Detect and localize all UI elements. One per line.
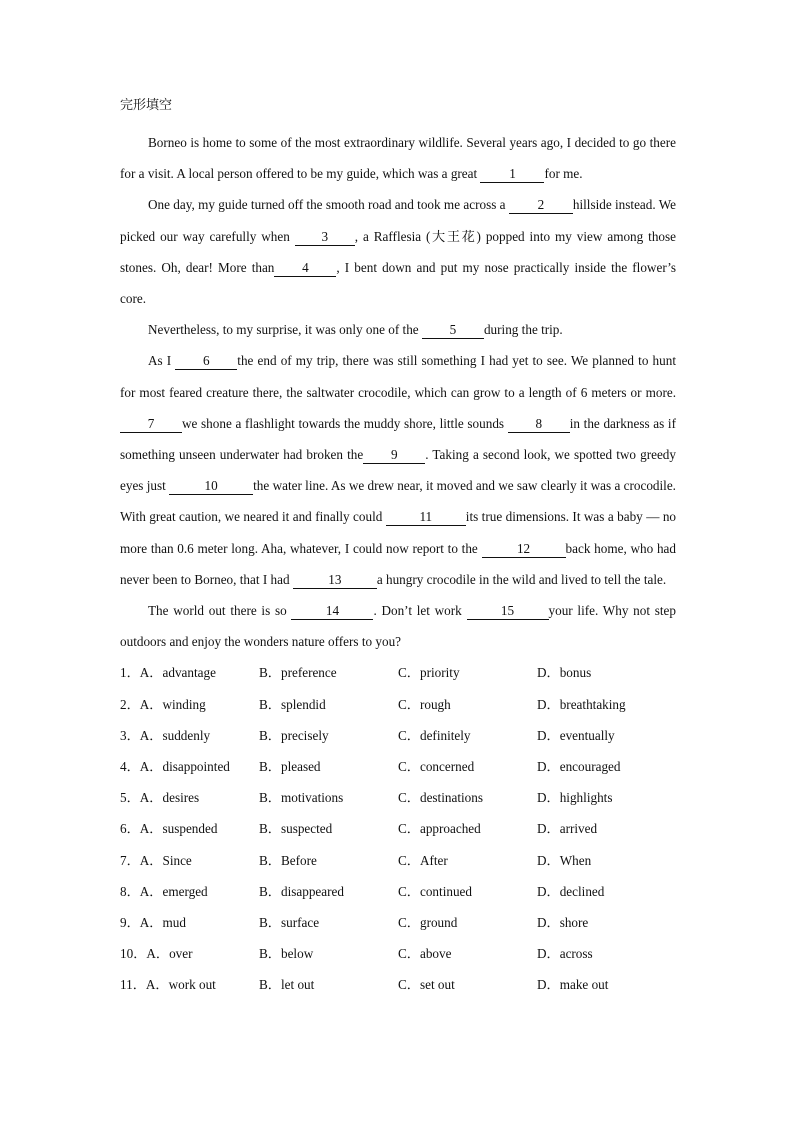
- option-d: D．encouraged: [537, 759, 621, 775]
- option-b: B．let out: [259, 977, 315, 993]
- passage-text: its true dimensions. It was a baby — no more than 0.6 meter long. Aha, whatever, I could now report to the: [120, 509, 677, 556]
- passage-text: , a Rafflesia (大王花) popped into my view among those stones. Oh, dear! More than: [120, 228, 676, 275]
- option-c: C．concerned: [398, 759, 475, 775]
- cloze-document: [120, 96, 676, 1001]
- option-row-11: [120, 969, 676, 1000]
- option-d: D．eventually: [537, 727, 615, 743]
- passage-text: . Don’t let work: [373, 603, 467, 619]
- option-b: B．suspected: [259, 821, 333, 837]
- passage-text: back home, who had never been to Borneo, that I had: [120, 540, 676, 587]
- blank-5: 5: [422, 322, 484, 339]
- option-a: 6．A．suspended: [120, 821, 218, 837]
- passage-text: in the darkness as if something unseen underwater had broken the: [120, 415, 676, 463]
- option-row-3: [120, 720, 676, 751]
- passage-text: The world out there is so: [148, 603, 292, 619]
- option-b: B．disappeared: [259, 883, 344, 899]
- option-c: C．priority: [398, 665, 460, 681]
- option-c: C．set out: [398, 977, 455, 993]
- option-d: D．make out: [537, 977, 609, 993]
- option-c: C．approached: [398, 821, 481, 837]
- option-d: D．across: [537, 946, 593, 962]
- option-d: D．shore: [537, 914, 589, 930]
- passage-text: One day, my guide turned off the smooth road and took me across a: [148, 197, 509, 213]
- blank-7: 7: [120, 416, 182, 433]
- blank-15: 15: [467, 603, 549, 620]
- blank-14: 14: [291, 603, 373, 620]
- option-a: 1．A．advantage: [120, 665, 216, 681]
- passage-text: for me.: [544, 166, 583, 182]
- option-a: 7．A．Since: [120, 852, 192, 868]
- option-row-1: [120, 657, 676, 688]
- option-b: B．surface: [259, 914, 320, 930]
- option-d: D．arrived: [537, 821, 598, 837]
- blank-12: 12: [482, 541, 566, 558]
- option-c: C．destinations: [398, 790, 483, 806]
- blank-3: 3: [295, 229, 355, 246]
- option-d: D．breathtaking: [537, 696, 626, 712]
- option-row-2: [120, 689, 676, 720]
- passage-paragraph-3: [120, 314, 676, 345]
- passage-text: hillside instead. We picked our way carefully when: [120, 197, 677, 244]
- passage-text: , I bent down and put my nose practically inside the flower’s core.: [120, 259, 676, 307]
- passage-text: during the trip.: [483, 322, 563, 338]
- blank-9: 9: [363, 447, 425, 464]
- option-a: 4．A．disappointed: [120, 759, 230, 775]
- option-d: D．When: [537, 852, 592, 868]
- option-b: B．below: [259, 946, 314, 962]
- passage-text: a hungry crocodile in the wild and lived to tell the tale.: [376, 571, 667, 587]
- option-a: 9．A．mud: [120, 914, 186, 930]
- section-title: 完形填空: [120, 98, 173, 113]
- option-b: B．motivations: [259, 790, 344, 806]
- option-d: D．highlights: [537, 790, 613, 806]
- blank-13: 13: [293, 572, 377, 589]
- option-row-9: [120, 907, 676, 938]
- option-row-7: [120, 845, 676, 876]
- passage-text: As I: [148, 353, 176, 369]
- answer-options: [120, 657, 676, 1000]
- passage-text: . Taking a second look, we spotted two greedy eyes just: [120, 447, 676, 494]
- blank-10: 10: [169, 478, 253, 495]
- option-c: C．continued: [398, 883, 472, 899]
- passage-paragraph-2: [120, 189, 676, 314]
- option-a: 2．A．winding: [120, 696, 206, 712]
- passage-text: the water line. As we drew near, it moved and we saw clearly it was a crocodile. With great caution, we neared it and finally could: [120, 478, 676, 525]
- passage-text: the end of my trip, there was still something I had yet to see. We planned to hunt for most feared creature there, the saltwater crocodile, which can grow to a length of 6 meters or more.: [120, 353, 676, 400]
- option-b: B．splendid: [259, 696, 326, 712]
- blank-11: 11: [386, 509, 466, 526]
- option-row-4: [120, 751, 676, 782]
- option-c: C．definitely: [398, 727, 471, 743]
- option-b: B．precisely: [259, 727, 329, 743]
- option-d: D．declined: [537, 883, 605, 899]
- passage-text: Nevertheless, to my surprise, it was only one of the: [148, 322, 422, 338]
- passage-text: Borneo is home to some of the most extraordinary wildlife. Several years ago, I decided to go there for a visit. A local person offered to be my guide, which was a great: [120, 135, 676, 182]
- option-row-5: [120, 782, 676, 813]
- blank-4: 4: [274, 260, 336, 277]
- option-c: C．above: [398, 946, 452, 962]
- option-c: C．rough: [398, 696, 451, 712]
- option-a: 8．A．emerged: [120, 883, 208, 899]
- option-a: 11．A．work out: [120, 977, 216, 993]
- passage-text: your life. Why not step outdoors and enjoy the wonders nature offers to you?: [120, 603, 677, 650]
- option-b: B．Before: [259, 852, 317, 868]
- option-b: B．pleased: [259, 759, 321, 775]
- blank-6: 6: [175, 353, 237, 370]
- blank-2: 2: [509, 197, 573, 214]
- option-row-6: [120, 813, 676, 844]
- passage-paragraph-1: [120, 127, 676, 189]
- option-a: 3．A．suddenly: [120, 727, 211, 743]
- blank-8: 8: [508, 416, 570, 433]
- passage-paragraph-5: [120, 595, 676, 657]
- option-row-8: [120, 876, 676, 907]
- passage-paragraph-4: [120, 345, 676, 595]
- passage-text: we shone a flashlight towards the muddy shore, little sounds: [182, 415, 508, 431]
- option-row-10: [120, 938, 676, 969]
- option-a: 10．A．over: [120, 946, 193, 962]
- option-a: 5．A．desires: [120, 790, 200, 806]
- option-b: B．preference: [259, 665, 337, 681]
- option-d: D．bonus: [537, 665, 592, 681]
- blank-1: 1: [480, 166, 544, 183]
- option-c: C．ground: [398, 914, 458, 930]
- option-c: C．After: [398, 852, 448, 868]
